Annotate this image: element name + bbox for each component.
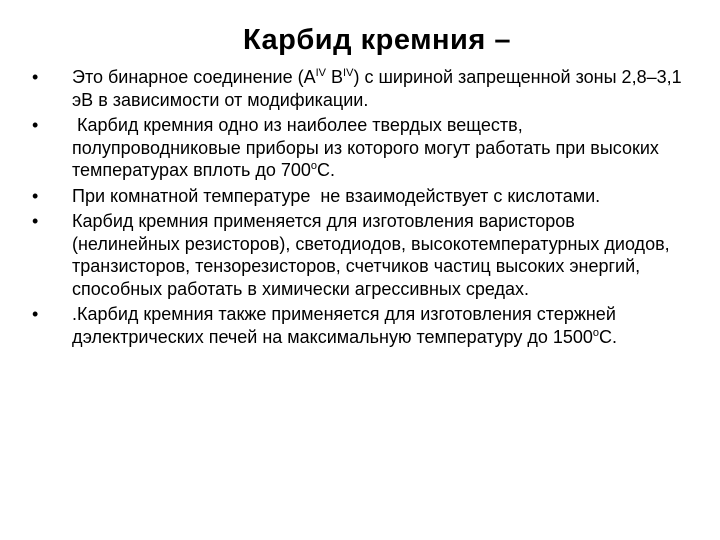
bullet-item-1 (32, 66, 682, 111)
bullet-item-4 (32, 210, 682, 300)
bullet-1-part-a: Это бинарное соединение (A (72, 67, 316, 87)
bullet-1-part-c: ) с шириной запрещенной зоны 2,8–3,1 эВ в зависимости от модификации. (72, 67, 682, 110)
bullet-2-superscript: о (310, 160, 318, 172)
bullet-item-2 (32, 114, 682, 182)
bullet-text-4: Карбид кремния применяется для изготовления варисторов (нелинейных резисторов), светодиодов, высокотемпературных диодов, транзисторов, тензорезисторов, счетчиков частиц высоких энергий, способных работать в химически агрессивных средах. (72, 211, 670, 299)
bullet-icon: • (32, 211, 39, 231)
bullet-list (32, 66, 682, 348)
bullet-icon: • (32, 185, 39, 206)
bullet-text-5 (72, 303, 682, 348)
bullet-1-superscript-a: IV (315, 67, 327, 79)
bullet-text-2 (72, 114, 682, 182)
bullet-icon: • (32, 115, 39, 135)
bullet-text-3: При комнатной температуре не взаимодействует с кислотами. (72, 185, 601, 206)
bullet-1-superscript-b: IV (343, 67, 354, 79)
bullet-item-3 (32, 185, 682, 208)
bullet-text-1 (72, 66, 682, 111)
slide-title (0, 24, 720, 57)
bullet-5-superscript: о (592, 326, 600, 339)
bullet-5-part-a: .Карбид кремния также применяется для изготовления стержней дэлектрических печей на максимальную температуру до 1500 (72, 304, 616, 347)
bullet-icon: • (32, 304, 39, 324)
bullet-1-part-b: B (326, 67, 344, 87)
bullet-5-part-b: С. (599, 326, 618, 347)
bullet-2-part-b: С. (317, 160, 336, 180)
slide-title-text: Карбид кремния – (243, 24, 511, 56)
bullet-2-part-a: Карбид кремния одно из наиболее твердых веществ, полупроводниковые приборы из которого могут работать при высоких температурах вплоть до 700 (72, 115, 664, 180)
bullet-icon: • (32, 67, 39, 87)
bullet-item-5 (32, 303, 682, 348)
